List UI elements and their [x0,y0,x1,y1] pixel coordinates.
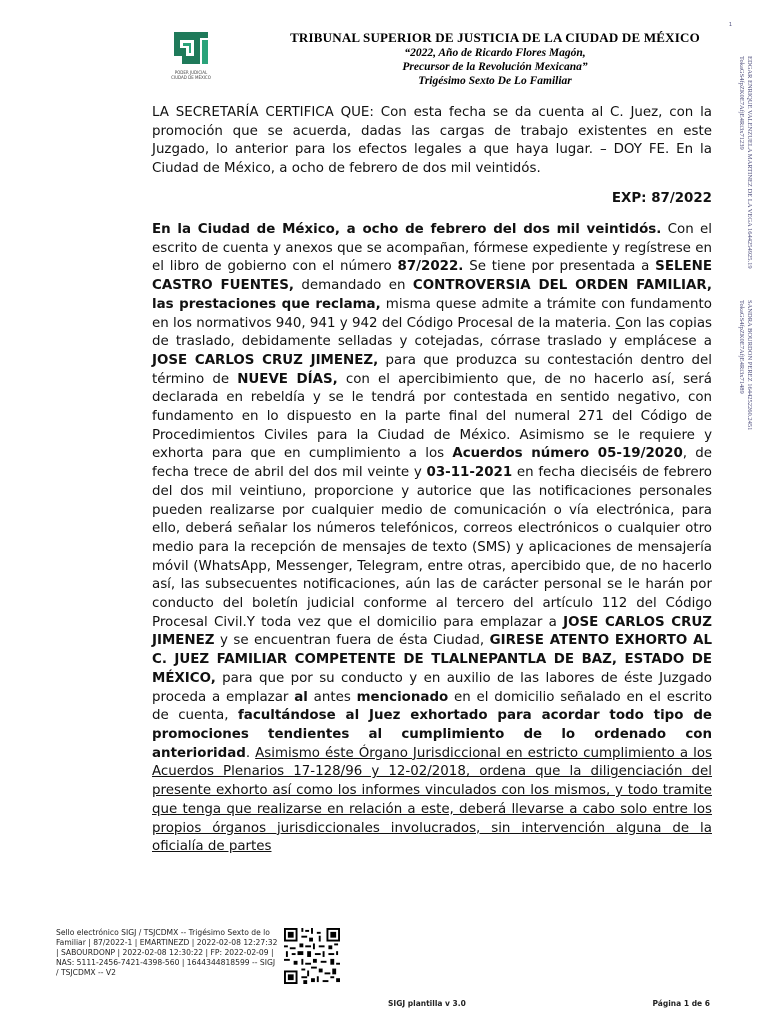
text-segment: . [245,745,256,761]
page-indicator [653,999,710,1008]
exhorto-order: GIRESE ATENTO EXHORTO AL C. JUEZ FAMILIAR COMPETENTE DE TLALNEPANTLA DE BAZ, ESTADO DE MÉXICO, [152,633,712,686]
logo-caption-line2: CIUDAD DE MÉXICO [171,75,211,80]
resolution-date: En la Ciudad de México, a ocho de febrero del dos mil veintidós. [152,222,662,237]
text-segment: en el domicilio señalado en el escrito de cuenta, [152,689,713,724]
page-number: 1 [683,999,690,1008]
text-segment: y se encuentran fuera de ésta Ciudad, [214,633,490,649]
electronic-seal: Sello electrónico SIGJ / TSJCDMX -- Trigésimo Sexto de lo Familiar | 87/2022-1 | EMARTINEZD | 2022-02-08 12:27:32 | SABOURDONP | 2022-02-08 12:30:22 | FP: 2022-02-09 | NAS: 5111-2456-7421-4398-560 | 1644344818599 -- SIGJ / TSJCDMX -- V2 [56,928,278,977]
plaintiff-name: SELENE CASTRO FUENTES, [152,259,712,294]
text-segment-underlined: C [615,315,625,331]
court-header [250,30,740,88]
of-label: de [691,999,703,1008]
page-mark: 1 [728,22,732,28]
text-segment: para que produzca su contestación dentro del término de [152,352,712,387]
text-bold: mencionado [356,689,449,705]
qr-code-icon [284,928,340,984]
defendant-name: JOSE CARLOS CRUZ JIMENEZ, [152,352,379,368]
plenary-agreements-text: Asimismo éste Órgano Jurisdiccional en estricto cumplimiento a los Acuerdos Plenarios 17-128/96 y 12-02/2018, ordena que la diligenciación del presente exhorto así como los informes vinculados con los mismos, y todo tramite que tenga que realizarse en relación a este, deberá llevarse a cabo solo entre los propios órganos jurisdiccionales involucrados, sin intervención alguna de la oficialía de partes [152,745,713,855]
header-year-motto-cont: Precursor de la Revolución Mexicana” [402,61,588,73]
text-segment: demandado en [293,278,413,294]
proceeding-type: CONTROVERSIA DEL ORDEN FAMILIAR, las prestaciones que reclama, [152,278,712,312]
logo-caption-line1: PODER JUDICIAL [174,70,208,75]
text-segment: misma quese admite a trámite con fundamento en los normativos 940, 941 y 942 del Código Procesal de la materia. [152,296,712,331]
judge-faculties: facultándose al Juez exhortado para acordar todo tipo de promociones tendientes al cumplimiento de lo ordenado con anterioridad [152,708,712,761]
defendant-name-2: JOSE CARLOS CRUZ JIMENEZ [152,614,712,649]
text-segment: con el apercibimiento que, de no hacerlo así, será declarada en rebeldía y se le tendrá por contestada en sentido negativo, con fundamento en lo dispuesto en la parte final del numeral 271 del Código de Procedimientos Civiles para la Ciudad de México. Asimismo se le requiere y exhorta para que en cumplimiento a los [152,371,712,462]
template-version: SIGJ plantilla v 3.0 [388,999,466,1008]
text-segment: para que por su conducto y en auxilio de las labores de éste Juzgado proceda a emplazar [152,670,712,705]
page-total: 6 [704,999,710,1008]
text-segment: antes [307,689,357,705]
text-segment: en fecha dieciséis de febrero del dos mil veintiuno, proporcione y autorice que las notificaciones personales pueden realizarse por cualquier medio de comunicación o vía electrónica, para ello, deberá señalar los números telefónicos, correos electrónicos o cualquier otro medio para la recepción de mensajes de texto (SMS) y aplicaciones de mensajería móvil (WhatsApp, Messenger, Telegram, entre otras, apercibido que, de no hacerlo así, las subsecuentes notificaciones, aún las de carácter personal se le harán por conducto del boletín judicial conforme al tercero del artículo 112 del Código Procesal Civil.Y toda vez que el domicilio para emplazar a [152,465,712,630]
term-days: NUEVE DÍAS, [237,371,338,387]
text-bold: al [294,689,308,705]
resolution-paragraph [152,221,712,857]
court-emblem-icon [170,26,212,68]
header-court-section: Trigésimo Sexto De Lo Familiar [418,75,572,87]
header-year-motto: “2022, Año de Ricardo Flores Magón, [404,47,586,59]
agreement-number-2: 03-11-2021 [426,465,513,481]
text-segment: Con el escrito de cuenta y anexos que se acompañan, fórmese expediente y regístrese en el libro de gobierno con el número [152,222,712,275]
agreement-number-1: Acuerdos número 05-19/2020 [452,446,683,462]
text-segment: , de fecha trece de abril del dos mil veinte y [152,446,712,481]
signature-stamp-1: EDGAR ENRIQUE VALENZUELA MARTINEZ DE LA VEGA 1644254925.19 TokaGS4fpZK0E7AfjE4Ri3x71239 [738,56,753,269]
case-number-inline: 87/2022. [397,259,464,275]
text-segment: on las copias de traslado, debidamente selladas y cotejadas, córrase traslado y emplácese a [152,315,712,350]
court-logo [168,26,214,84]
certification-paragraph: LA SECRETARÍA CERTIFICA QUE: Con esta fecha se da cuenta al C. Juez, con la promoción que se acuerda, dadas las cargas de trabajo existentes en este Juzgado, lo anterior para los efectos legales a que haya lugar. – DOY FE. En la Ciudad de México, a ocho de febrero de dos mil veintidós. [152,105,712,177]
page-label: Página [652,999,682,1008]
text-segment: Se tiene por presentada a [463,259,656,275]
case-number: EXP: 87/2022 [611,191,712,206]
signature-stamp-2: SANDRA BOURDON PEREZ 1644252260.2451 TokaGS4fpZK0E7AfjE4Ri3x71489 [738,300,753,431]
logo-caption [168,70,214,80]
header-court-name: TRIBUNAL SUPERIOR DE JUSTICIA DE LA CIUDAD DE MÉXICO [290,30,700,45]
